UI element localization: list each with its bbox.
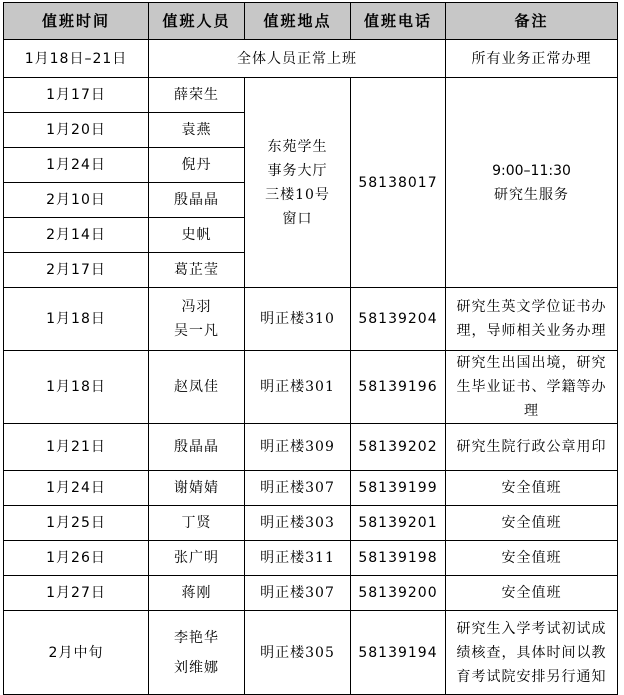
header-note: 备注 [446,3,618,40]
duty-person: 殷晶晶 [149,183,245,218]
person-name: 李艳华 [174,629,219,646]
duty-date: 1月17日 [4,78,149,113]
duty-place: 明正楼305 [245,611,351,695]
duty-date: 1月18日 [4,288,149,351]
duty-phone: 58139194 [351,611,446,695]
table-row [4,288,618,351]
table-row [4,351,618,424]
duty-date: 2月14日 [4,218,149,253]
duty-date: 2月17日 [4,253,149,288]
table-row [4,506,618,541]
merged-note: 全体人员正常上班 [149,40,446,78]
duty-place: 明正楼307 [245,576,351,611]
duty-phone: 58139196 [351,351,446,424]
note-line: 研究生服务 [494,186,569,203]
place-line: 事务大厅 [267,162,328,179]
table-row [4,424,618,471]
person-name: 蒋刚 [181,585,212,601]
duty-date: 1月26日 [4,541,149,576]
duty-phone: 58139201 [351,506,446,541]
duty-date: 1月21日 [4,424,149,471]
duty-date: 1月27日 [4,576,149,611]
table-row [4,611,618,695]
duty-person [149,611,245,695]
duty-note: 研究生入学考试初试成绩核查，具体时间以教育考试院安排另行通知 [446,611,618,695]
duty-person: 薛荣生 [149,78,245,113]
duty-date: 1月20日 [4,113,149,148]
duty-date: 1月18日 [4,351,149,424]
duty-note: 研究生英文学位证书办理，导师相关业务办理 [446,288,618,351]
duty-phone: 58139198 [351,541,446,576]
duty-date: 2月10日 [4,183,149,218]
duty-phone: 58139199 [351,471,446,506]
header-time: 值班时间 [4,3,149,40]
duty-person: 倪丹 [149,148,245,183]
duty-note: 安全值班 [446,541,618,576]
duty-person [149,506,245,541]
duty-place: 明正楼310 [245,288,351,351]
person-name: 吴一凡 [174,323,219,339]
duty-place: 明正楼309 [245,424,351,471]
duty-place: 明正楼303 [245,506,351,541]
duty-person [149,288,245,351]
place-line: 窗口 [282,210,313,227]
place-line: 东苑学生 [267,138,328,155]
duty-date: 2月中旬 [4,611,149,695]
person-name: 谢婧婧 [174,480,219,496]
duty-phone: 58138017 [351,78,446,288]
note-line: 9:00–11:30 [492,162,571,179]
header-row [4,3,618,40]
duty-date: 1月24日 [4,148,149,183]
duty-person [149,541,245,576]
duty-note: 所有业务正常办理 [446,40,618,78]
person-name: 殷晶晶 [174,439,219,455]
duty-note: 安全值班 [446,506,618,541]
duty-person [149,576,245,611]
duty-person [149,424,245,471]
person-name: 丁贤 [181,515,212,531]
table-row [4,576,618,611]
person-name: 刘维娜 [174,659,219,676]
duty-note [446,78,618,288]
duty-note: 安全值班 [446,471,618,506]
duty-note: 研究生出国出境，研究生毕业证书、学籍等办理 [446,351,618,424]
duty-note: 安全值班 [446,576,618,611]
duty-person [149,471,245,506]
header-phone: 值班电话 [351,3,446,40]
duty-place: 明正楼301 [245,351,351,424]
table-row [4,78,618,113]
duty-date: 1月25日 [4,506,149,541]
duty-phone: 58139202 [351,424,446,471]
duty-date: 1月24日 [4,471,149,506]
duty-person: 葛芷莹 [149,253,245,288]
duty-phone: 58139200 [351,576,446,611]
duty-note: 研究生院行政公章用印 [446,424,618,471]
place-line: 三楼10号 [265,186,330,203]
duty-schedule-table [3,2,618,695]
table-row [4,471,618,506]
table-row [4,40,618,78]
person-name: 赵凤佳 [174,379,219,395]
duty-person [149,351,245,424]
header-place: 值班地点 [245,3,351,40]
table-row [4,541,618,576]
duty-date: 1月18日–21日 [4,40,149,78]
header-person: 值班人员 [149,3,245,40]
duty-place: 明正楼311 [245,541,351,576]
duty-place: 明正楼307 [245,471,351,506]
person-name: 张广明 [174,550,219,566]
person-name: 冯羽 [181,299,212,315]
duty-person: 史帆 [149,218,245,253]
duty-phone: 58139204 [351,288,446,351]
duty-person: 袁燕 [149,113,245,148]
duty-place-block [245,78,351,288]
